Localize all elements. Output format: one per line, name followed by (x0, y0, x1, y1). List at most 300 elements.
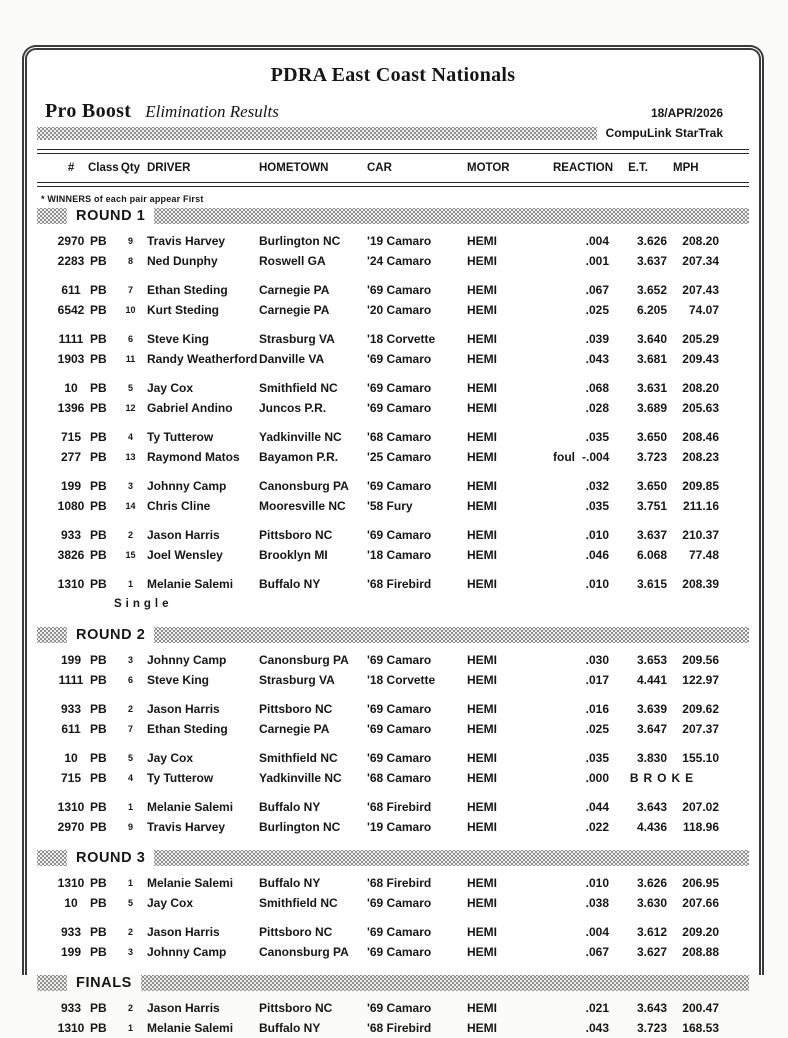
cell-motor: HEMI (467, 234, 497, 248)
result-row (37, 650, 749, 670)
result-row (37, 545, 749, 565)
cell-car: '69 Camaro (367, 925, 432, 939)
cell-entry-number: 933 (60, 1001, 82, 1015)
cell-motor: HEMI (467, 283, 497, 297)
cell-entry-number: 2970 (57, 820, 85, 834)
cell-reaction: .010 (585, 876, 609, 890)
cell-entry-number: 2283 (57, 254, 85, 268)
cell-mph: 207.37 (682, 722, 719, 736)
cell-mph: 211.16 (682, 499, 719, 513)
cell-hometown: Mooresville NC (259, 499, 346, 513)
cell-hometown: Canonsburg PA (259, 945, 349, 959)
cell-mph: 208.88 (682, 945, 719, 959)
result-row (37, 349, 749, 369)
result-row (37, 670, 749, 690)
halftone-band (141, 975, 749, 991)
cell-class: PB (90, 450, 107, 464)
col-header-et: E.T. (628, 162, 648, 174)
cell-reaction: .010 (585, 577, 609, 591)
result-row (37, 817, 749, 837)
results-sheet-page (22, 45, 764, 1035)
cell-class: PB (90, 234, 107, 248)
cell-mph: 205.63 (682, 401, 719, 415)
cell-et: 3.639 (636, 702, 667, 716)
col-header-motor: MOTOR (467, 162, 510, 174)
race-pair (37, 873, 749, 913)
cell-entry-number: 10 (64, 381, 78, 395)
cell-car: '69 Camaro (367, 751, 432, 765)
result-row (37, 251, 749, 271)
cell-qualify-pos: 6 (127, 675, 133, 685)
result-row (37, 893, 749, 913)
race-pair (37, 280, 749, 320)
cell-driver: Jason Harris (147, 1001, 220, 1015)
cell-reaction: .068 (585, 381, 609, 395)
cell-et: 6.068 (636, 548, 667, 562)
cell-class: PB (90, 352, 107, 366)
cell-class: PB (90, 876, 107, 890)
cell-motor: HEMI (467, 653, 497, 667)
cell-entry-number: 1310 (57, 577, 85, 591)
cell-reaction: .004 (585, 234, 609, 248)
round-label: ROUND 1 (76, 208, 146, 224)
round-header-band (37, 975, 749, 991)
cell-mph: 200.47 (682, 1001, 719, 1015)
cell-hometown: Pittsboro NC (259, 1001, 333, 1015)
result-row (37, 797, 749, 817)
cell-reaction: foul -.004 (553, 450, 610, 464)
cell-mph: 208.20 (682, 381, 719, 395)
cell-et: 3.640 (636, 332, 667, 346)
cell-driver: Steve King (147, 332, 210, 346)
cell-qualify-pos: 1 (127, 1023, 133, 1033)
cell-reaction: .044 (585, 800, 609, 814)
cell-reaction: .025 (585, 722, 609, 736)
cell-motor: HEMI (467, 1021, 497, 1035)
cell-qualify-pos: 9 (127, 236, 133, 246)
cell-et: 3.643 (636, 800, 667, 814)
cell-motor: HEMI (467, 430, 497, 444)
cell-mph: 207.02 (682, 800, 719, 814)
cell-hometown: Smithfield NC (259, 751, 338, 765)
cell-et: 4.441 (636, 673, 667, 687)
result-row (37, 300, 749, 320)
cell-et: 3.723 (636, 1021, 667, 1035)
cell-class: PB (90, 479, 107, 493)
col-header-hometown: HOMETOWN (259, 162, 329, 174)
cell-motor: HEMI (467, 352, 497, 366)
cell-class: PB (90, 771, 107, 785)
race-pair (37, 922, 749, 962)
cell-entry-number: 2970 (57, 234, 85, 248)
halftone-band (154, 208, 749, 224)
cell-hometown: Buffalo NY (259, 577, 321, 591)
cell-motor: HEMI (467, 722, 497, 736)
cell-mph: 155.10 (682, 751, 719, 765)
cell-qualify-pos: 1 (127, 878, 133, 888)
cell-driver: Jay Cox (147, 381, 194, 395)
cell-qualify-pos: 5 (127, 383, 133, 393)
event-title: PDRA East Coast Nationals (270, 64, 516, 86)
round-label: FINALS (76, 975, 132, 991)
cell-qualify-pos: 2 (127, 704, 133, 714)
divider-rule (37, 182, 749, 187)
cell-qualify-pos: 13 (125, 452, 136, 462)
cell-hometown: Bayamon P.R. (259, 450, 339, 464)
cell-et: 6.205 (636, 303, 667, 317)
cell-qualify-pos: 5 (127, 753, 133, 763)
cell-entry-number: 3826 (57, 548, 85, 562)
result-row (37, 719, 749, 739)
cell-reaction: .001 (585, 254, 609, 268)
cell-car: '19 Camaro (367, 820, 432, 834)
cell-motor: HEMI (467, 925, 497, 939)
cell-driver: Melanie Salemi (147, 1021, 234, 1035)
halftone-band (37, 975, 67, 991)
cell-driver: Raymond Matos (147, 450, 240, 464)
cell-reaction: .016 (585, 702, 609, 716)
cell-driver: Joel Wensley (147, 548, 223, 562)
cell-mph: 168.53 (682, 1021, 719, 1035)
halftone-band (37, 208, 67, 224)
cell-reaction: .039 (585, 332, 609, 346)
round-section (37, 208, 749, 614)
cell-et: 3.647 (636, 722, 667, 736)
result-row (37, 748, 749, 768)
cell-car: '68 Firebird (367, 577, 432, 591)
cell-mph: 209.56 (682, 653, 719, 667)
cell-hometown: Burlington NC (259, 234, 341, 248)
single-bye-note: Single (114, 598, 173, 610)
result-row (37, 231, 749, 251)
cell-et: 3.615 (636, 577, 667, 591)
cell-motor: HEMI (467, 548, 497, 562)
cell-motor: HEMI (467, 528, 497, 542)
cell-driver: Jason Harris (147, 528, 220, 542)
cell-et: 3.630 (636, 896, 667, 910)
cell-hometown: Danville VA (259, 352, 325, 366)
cell-driver: Melanie Salemi (147, 577, 234, 591)
cell-motor: HEMI (467, 751, 497, 765)
cell-motor: HEMI (467, 771, 497, 785)
cell-reaction: .043 (585, 352, 609, 366)
cell-driver: Jay Cox (147, 896, 194, 910)
cell-et: 3.652 (636, 283, 667, 297)
cell-class: PB (90, 303, 107, 317)
cell-entry-number: 1396 (57, 401, 85, 415)
col-header-qty: Qty (120, 162, 141, 174)
foul-flag: foul (553, 450, 575, 464)
cell-et: 3.626 (636, 234, 667, 248)
col-header-car: CAR (367, 162, 392, 174)
cell-driver: Chris Cline (147, 499, 211, 513)
cell-entry-number: 715 (60, 771, 82, 785)
cell-hometown: Burlington NC (259, 820, 341, 834)
result-row (37, 398, 749, 418)
cell-mph: 209.43 (682, 352, 719, 366)
cell-hometown: Brooklyn MI (259, 548, 328, 562)
race-pair (37, 378, 749, 418)
halftone-band (154, 850, 749, 866)
timing-system-label: CompuLink StarTrak (605, 126, 723, 140)
cell-car: '69 Camaro (367, 283, 432, 297)
cell-driver: Ty Tutterow (147, 771, 214, 785)
col-header-number: # (67, 162, 75, 174)
cell-entry-number: 933 (60, 925, 82, 939)
cell-qualify-pos: 15 (125, 550, 136, 560)
cell-mph: 208.20 (682, 234, 719, 248)
cell-driver: Melanie Salemi (147, 876, 234, 890)
cell-entry-number: 10 (64, 896, 78, 910)
cell-driver: Ty Tutterow (147, 430, 214, 444)
cell-motor: HEMI (467, 381, 497, 395)
cell-motor: HEMI (467, 876, 497, 890)
cell-qualify-pos: 2 (127, 1003, 133, 1013)
result-row (37, 768, 749, 788)
cell-reaction: .035 (585, 499, 609, 513)
cell-mph: 207.34 (682, 254, 719, 268)
cell-class: PB (90, 499, 107, 513)
cell-et: 3.626 (636, 876, 667, 890)
cell-car: '24 Camaro (367, 254, 432, 268)
cell-qualify-pos: 4 (127, 432, 133, 442)
cell-motor: HEMI (467, 401, 497, 415)
cell-mph: 118.96 (682, 820, 719, 834)
race-pair (37, 650, 749, 690)
cell-mph: 122.97 (682, 673, 719, 687)
cell-driver: Travis Harvey (147, 820, 226, 834)
cell-hometown: Strasburg VA (259, 332, 335, 346)
round-header-band (37, 627, 749, 643)
result-row (37, 329, 749, 349)
cell-car: '69 Camaro (367, 352, 432, 366)
cell-qualify-pos: 7 (127, 285, 133, 295)
cell-reaction: .032 (585, 479, 609, 493)
cell-car: '25 Camaro (367, 450, 432, 464)
cell-driver: Randy Weatherford (147, 352, 258, 366)
cell-motor: HEMI (467, 945, 497, 959)
cell-motor: HEMI (467, 820, 497, 834)
cell-class: PB (90, 381, 107, 395)
cell-driver: Steve King (147, 673, 210, 687)
cell-motor: HEMI (467, 332, 497, 346)
cell-driver: Ethan Steding (147, 283, 228, 297)
race-pair (37, 476, 749, 516)
cell-mph: 209.62 (682, 702, 719, 716)
cell-qualify-pos: 3 (127, 947, 133, 957)
cell-driver: Jay Cox (147, 751, 194, 765)
cell-mph: 207.43 (682, 283, 719, 297)
cell-qualify-pos: 12 (125, 403, 136, 413)
cell-reaction: .028 (585, 401, 609, 415)
cell-reaction: .010 (585, 528, 609, 542)
cell-hometown: Buffalo NY (259, 876, 321, 890)
cell-reaction: .030 (585, 653, 609, 667)
cell-entry-number: 1080 (57, 499, 85, 513)
cell-hometown: Yadkinville NC (259, 430, 342, 444)
cell-motor: HEMI (467, 800, 497, 814)
cell-reaction: .043 (585, 1021, 609, 1035)
cell-et: 3.751 (636, 499, 667, 513)
cell-class: PB (90, 945, 107, 959)
result-row (37, 699, 749, 719)
result-row (37, 378, 749, 398)
cell-class: PB (90, 702, 107, 716)
winners-note: * WINNERS of each pair appear First (41, 194, 204, 204)
cell-class: PB (90, 401, 107, 415)
cell-qualify-pos: 6 (127, 334, 133, 344)
cell-reaction: .046 (585, 548, 609, 562)
cell-et: 3.627 (636, 945, 667, 959)
cell-class: PB (90, 673, 107, 687)
cell-motor: HEMI (467, 577, 497, 591)
cell-et: 3.681 (636, 352, 667, 366)
col-header-class: Class (88, 162, 119, 174)
cell-qualify-pos: 4 (127, 773, 133, 783)
cell-mph: 205.29 (682, 332, 719, 346)
cell-class: PB (90, 430, 107, 444)
halftone-band (154, 627, 749, 643)
cell-mph: 208.23 (682, 450, 719, 464)
cell-mph: 208.39 (682, 577, 719, 591)
cell-car: '69 Camaro (367, 1001, 432, 1015)
result-row (37, 942, 749, 962)
cell-entry-number: 1310 (57, 876, 85, 890)
sheet-header (37, 100, 749, 123)
cell-hometown: Pittsboro NC (259, 925, 333, 939)
cell-car: '69 Camaro (367, 722, 432, 736)
race-class-label: Pro Boost (45, 100, 132, 122)
cell-et: 3.643 (636, 1001, 667, 1015)
cell-class: PB (90, 925, 107, 939)
cell-class: PB (90, 722, 107, 736)
cell-hometown: Strasburg VA (259, 673, 335, 687)
cell-hometown: Roswell GA (259, 254, 326, 268)
result-row (37, 280, 749, 300)
cell-entry-number: 1310 (57, 1021, 85, 1035)
cell-entry-number: 1903 (57, 352, 85, 366)
cell-reaction: .022 (585, 820, 609, 834)
header-band-row (37, 126, 749, 140)
race-pair (37, 231, 749, 271)
cell-motor: HEMI (467, 702, 497, 716)
sheet-subtitle: Elimination Results (145, 102, 279, 121)
cell-class: PB (90, 751, 107, 765)
cell-hometown: Yadkinville NC (259, 771, 342, 785)
cell-car: '68 Camaro (367, 771, 432, 785)
cell-entry-number: 933 (60, 528, 82, 542)
cell-car: '68 Firebird (367, 876, 432, 890)
cell-car: '58 Fury (367, 499, 413, 513)
cell-car: '19 Camaro (367, 234, 432, 248)
race-pair (37, 329, 749, 369)
race-pair (37, 797, 749, 837)
cell-hometown: Juncos P.R. (259, 401, 327, 415)
round-label: ROUND 2 (76, 627, 146, 643)
cell-qualify-pos: 3 (127, 655, 133, 665)
cell-reaction: .035 (585, 430, 609, 444)
cell-car: '20 Camaro (367, 303, 432, 317)
cell-hometown: Carnegie PA (259, 283, 330, 297)
cell-et: 3.650 (636, 479, 667, 493)
cell-reaction: .017 (585, 673, 609, 687)
cell-et: 3.830 (636, 751, 667, 765)
cell-mph: 207.66 (682, 896, 719, 910)
cell-class: PB (90, 653, 107, 667)
cell-motor: HEMI (467, 479, 497, 493)
halftone-band (37, 850, 67, 866)
cell-hometown: Canonsburg PA (259, 479, 349, 493)
cell-mph: 209.20 (682, 925, 719, 939)
cell-reaction: .000 (585, 771, 609, 785)
round-section (37, 975, 749, 1038)
cell-motor: HEMI (467, 1001, 497, 1015)
cell-reaction: .025 (585, 303, 609, 317)
cell-class: PB (90, 1021, 107, 1035)
cell-car: '69 Camaro (367, 528, 432, 542)
cell-hometown: Buffalo NY (259, 1021, 321, 1035)
cell-entry-number: 10 (64, 751, 78, 765)
cell-et: 3.612 (636, 925, 667, 939)
cell-et: 3.723 (636, 450, 667, 464)
race-pair (37, 998, 749, 1038)
cell-qualify-pos: 3 (127, 481, 133, 491)
cell-car: '69 Camaro (367, 479, 432, 493)
cell-et: 3.631 (636, 381, 667, 395)
cell-entry-number: 199 (60, 653, 82, 667)
cell-motor: HEMI (467, 896, 497, 910)
result-row (37, 1018, 749, 1038)
cell-et: 3.637 (636, 254, 667, 268)
cell-entry-number: 277 (60, 450, 82, 464)
cell-car: '68 Firebird (367, 800, 432, 814)
results-table (37, 208, 749, 1038)
cell-qualify-pos: 10 (125, 305, 136, 315)
race-pair (37, 699, 749, 739)
cell-driver: Jason Harris (147, 702, 220, 716)
round-section (37, 627, 749, 837)
cell-class: PB (90, 254, 107, 268)
cell-motor: HEMI (467, 450, 497, 464)
cell-qualify-pos: 7 (127, 724, 133, 734)
cell-motor: HEMI (467, 303, 497, 317)
cell-mph: 208.46 (682, 430, 719, 444)
cell-reaction: .067 (585, 945, 609, 959)
race-pair (37, 525, 749, 565)
cell-mph: 210.37 (682, 528, 719, 542)
cell-car: '68 Firebird (367, 1021, 432, 1035)
col-header-mph: MPH (673, 162, 699, 174)
cell-entry-number: 199 (60, 945, 82, 959)
cell-qualify-pos: 8 (127, 256, 133, 266)
cell-qualify-pos: 1 (127, 579, 133, 589)
cell-class: PB (90, 332, 107, 346)
cell-entry-number: 1310 (57, 800, 85, 814)
halftone-band (37, 627, 67, 643)
cell-hometown: Smithfield NC (259, 381, 338, 395)
cell-qualify-pos: 1 (127, 802, 133, 812)
cell-driver: Ethan Steding (147, 722, 228, 736)
race-pair (37, 574, 749, 614)
cell-driver: Johnny Camp (147, 479, 227, 493)
cell-entry-number: 611 (61, 283, 81, 297)
column-headers (37, 154, 749, 182)
cell-class: PB (90, 820, 107, 834)
cell-hometown: Pittsboro NC (259, 528, 333, 542)
cell-driver: Johnny Camp (147, 653, 227, 667)
cell-mph: 206.95 (682, 876, 719, 890)
cell-reaction: .038 (585, 896, 609, 910)
